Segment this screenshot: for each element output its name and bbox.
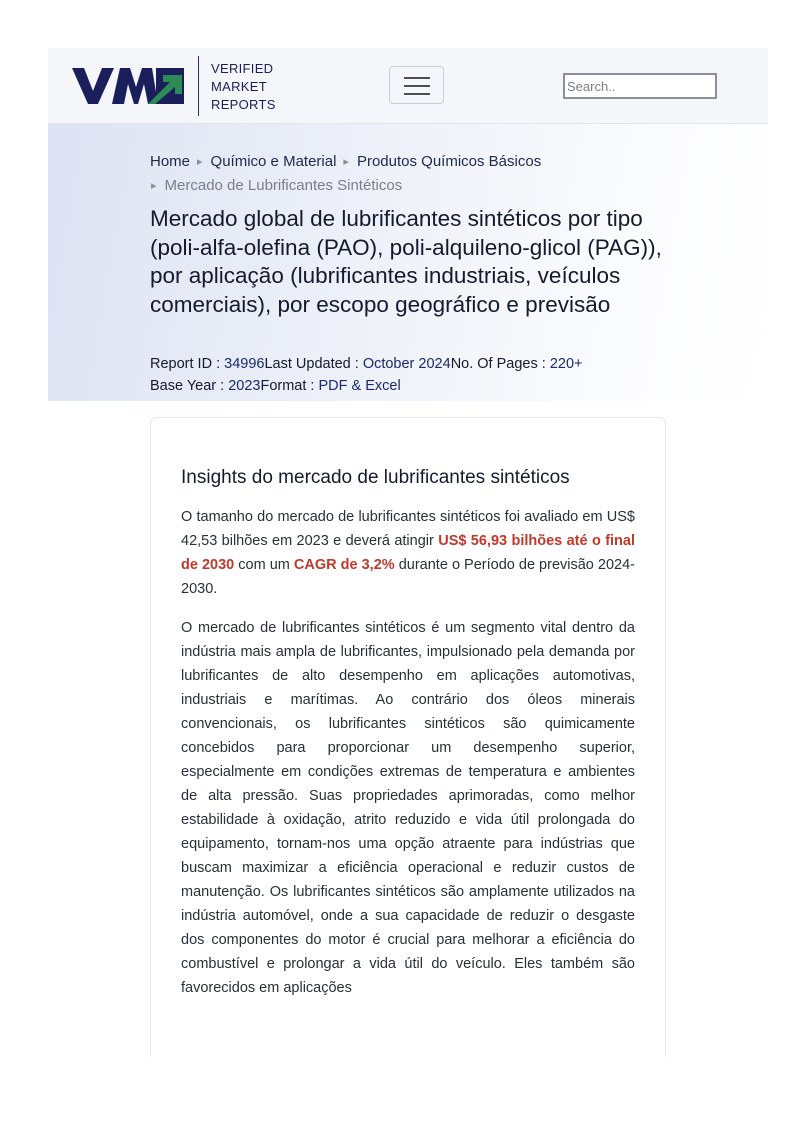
market-forecast-highlight: US$ 56,93 bilhões até o final de 2030	[181, 533, 636, 573]
page-title: Mercado global de lubrificantes sintéticos por tipo (poli-alfa-olefina (PAO), poli-alquileno-glicol (PAG)), por aplicação (lubrificantes industriais, veículos comerciais), por escopo geográfico e previsão	[150, 206, 662, 317]
pages-label: No. Of Pages :	[450, 356, 550, 372]
report-hero	[48, 124, 768, 401]
base-year-label: Base Year :	[150, 378, 229, 394]
insights-p1-text-e: durante o Período de previsão 2024-2030.	[181, 557, 635, 597]
last-updated-label: Last Updated :	[264, 356, 363, 372]
insights-paragraph-1	[181, 505, 635, 601]
insights-p1-text-a: O tamanho do mercado de lubrificantes sintéticos foi avaliado em US$ 42,53 bilhões em 2023 e deverá atingir	[181, 509, 635, 549]
report-id-label: Report ID :	[150, 356, 225, 372]
report-meta	[150, 353, 670, 397]
logo-divider	[198, 56, 199, 116]
breadcrumb-current: Mercado de Lubrificantes Sintéticos	[164, 177, 403, 194]
logo-line-market: MARKET	[211, 79, 267, 94]
cagr-highlight: CAGR de 3,2%	[293, 557, 395, 573]
site-header	[48, 48, 768, 124]
report-id-value: 34996	[224, 356, 265, 372]
meta-row-1	[150, 353, 670, 375]
breadcrumb-home[interactable]: Home	[150, 153, 191, 170]
breadcrumb	[150, 150, 670, 198]
insights-title: Insights do mercado de lubrificantes sintéticos	[181, 467, 570, 488]
base-year-value: 2023	[228, 378, 261, 394]
meta-row-2	[150, 375, 670, 397]
format-value: PDF & Excel	[318, 378, 401, 394]
logo-line-reports: REPORTS	[211, 97, 276, 112]
logo-wordmark[interactable]	[211, 60, 276, 114]
insights-paragraph-2: O mercado de lubrificantes sintéticos é um segmento vital dentro da indústria mais ampla de lubrificantes, impulsionado pela demanda por lubrificantes de alto desempenho em aplicações automotivas, industriais e marítimas. Ao contrário dos óleos minerais convencionais, os lubrificantes sintéticos são quimicamente concebidos para proporcionar um desempenho superior, especialmente em condições extremas de temperatura e ambientes de alta pressão. Suas propriedades aprimoradas, como melhor estabilidade à oxidação, atrito reduzido e vida útil prolongada do equipamento, tornam-nos uma opção atraente para indústrias que buscam maximizar a eficiência operacional e reduzir custos de manutenção. Os lubrificantes sintéticos são amplamente utilizados na indústria automóvel, onde a sua capacidade de reduzir o desgaste dos componentes do motor é crucial para melhorar a eficiência do combustível e prolongar a vida útil do veículo. Eles também são favorecidos em aplicações	[181, 620, 635, 996]
chevron-right-icon: ▸	[151, 180, 157, 192]
breadcrumb-basic-chemicals[interactable]: Produtos Químicos Básicos	[356, 153, 542, 170]
vmr-logo-mark[interactable]	[72, 67, 184, 105]
logo-line-verified: VERIFIED	[211, 61, 274, 76]
insights-card	[150, 417, 666, 1057]
menu-toggle-button[interactable]	[389, 66, 444, 104]
pages-value: 220+	[549, 356, 583, 372]
insights-p1-text-c: com um	[234, 557, 294, 573]
search-input[interactable]	[563, 73, 717, 99]
chevron-right-icon: ▸	[343, 156, 349, 168]
breadcrumb-chemical-material[interactable]: Químico e Material	[210, 153, 337, 170]
chevron-right-icon: ▸	[197, 156, 203, 168]
last-updated-value: October 2024	[362, 356, 451, 372]
format-label: Format :	[260, 378, 319, 394]
